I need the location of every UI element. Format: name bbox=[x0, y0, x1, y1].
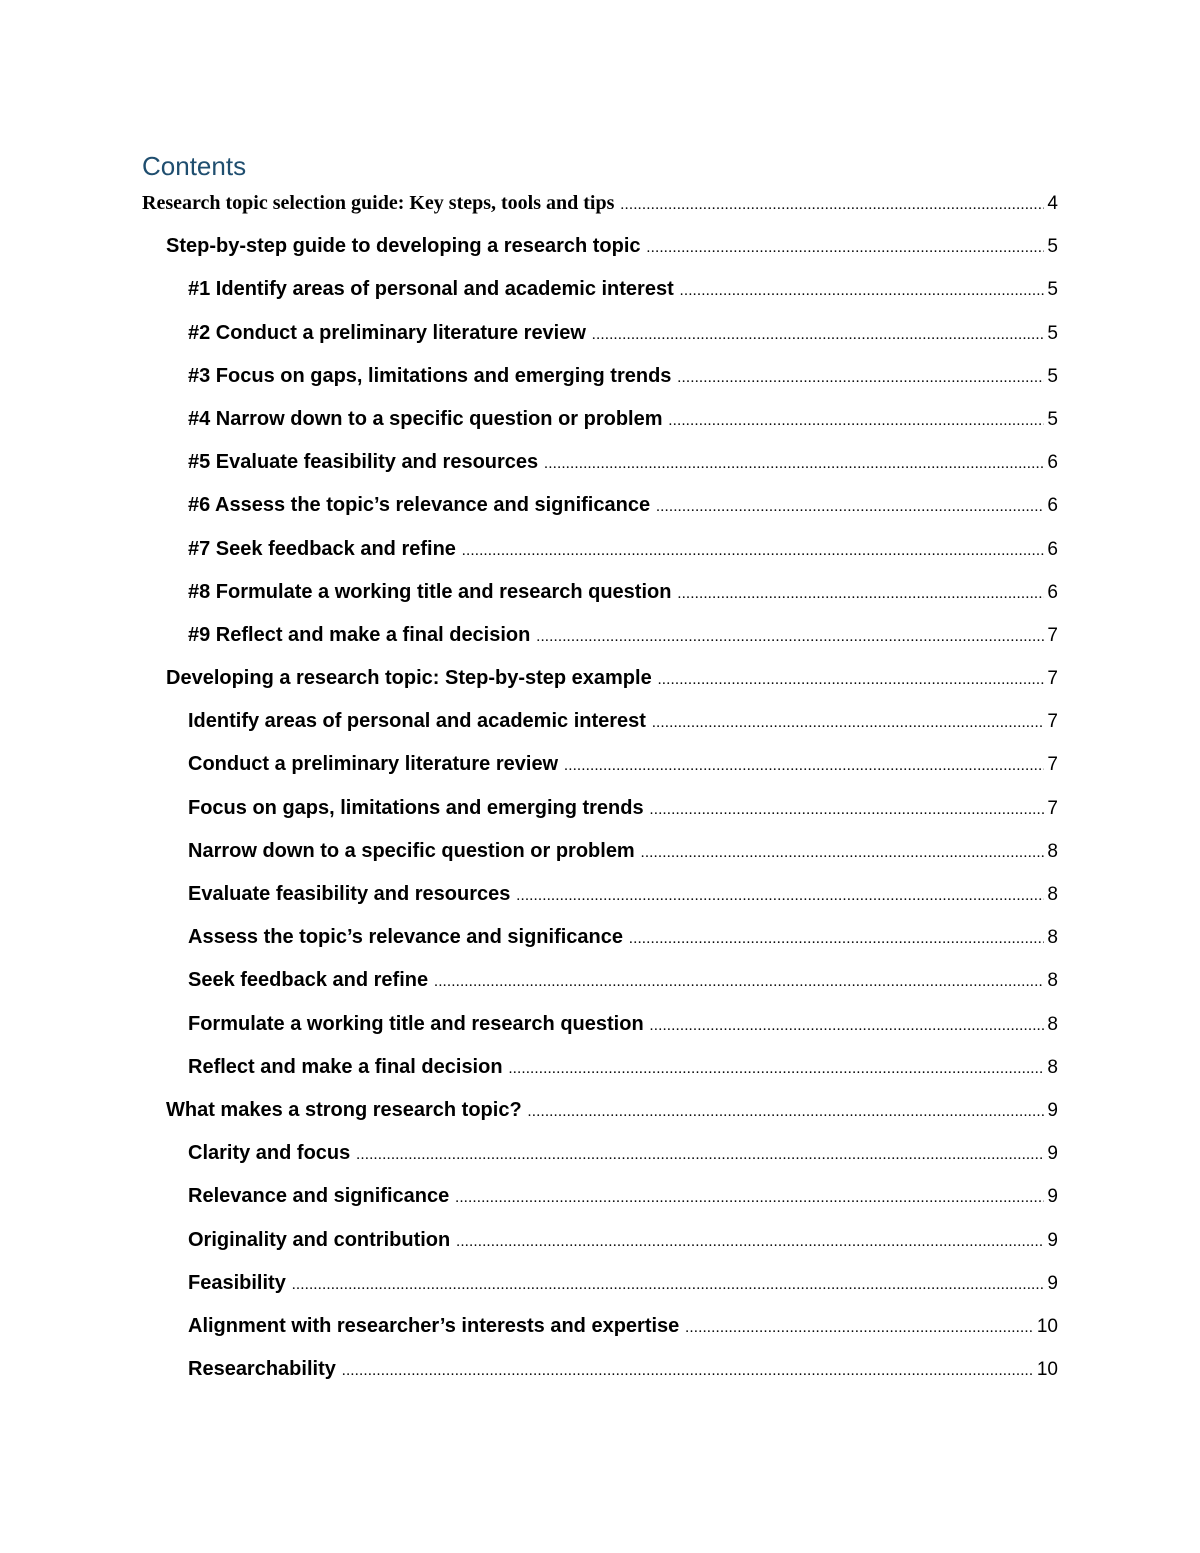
toc-page-number: 4 bbox=[1047, 193, 1058, 214]
toc-entry-example-identify-interests[interactable] bbox=[142, 700, 1058, 743]
toc-entry-label: Assess the topic’s relevance and significance bbox=[188, 926, 623, 949]
toc-entry-alignment-interests[interactable] bbox=[142, 1305, 1058, 1348]
dot-leader bbox=[462, 530, 1045, 573]
toc-entry-label: Originality and contribution bbox=[188, 1228, 451, 1251]
dot-leader bbox=[652, 702, 1044, 745]
toc-page-number: 9 bbox=[1047, 1229, 1058, 1251]
toc-page-number: 6 bbox=[1047, 538, 1058, 560]
toc-page-number: 8 bbox=[1047, 840, 1058, 862]
toc-entry-label: Developing a research topic: Step-by-step example bbox=[166, 667, 652, 690]
toc-page-number: 5 bbox=[1047, 322, 1058, 344]
dot-leader bbox=[544, 443, 1044, 486]
toc-entry-label: Seek feedback and refine bbox=[188, 969, 429, 992]
dot-leader bbox=[528, 1091, 1045, 1134]
dot-leader bbox=[629, 918, 1044, 961]
toc-entry-example-feedback[interactable] bbox=[142, 959, 1058, 1002]
toc-entry-step-9[interactable] bbox=[142, 614, 1058, 657]
toc-page-number: 5 bbox=[1047, 408, 1058, 430]
toc-entry-label: #7 Seek feedback and refine bbox=[188, 537, 456, 560]
toc-entry-feasibility[interactable] bbox=[142, 1262, 1058, 1305]
toc-page-number: 9 bbox=[1047, 1143, 1058, 1165]
toc-page-number: 9 bbox=[1047, 1099, 1058, 1121]
toc-entry-label: #5 Evaluate feasibility and resources bbox=[188, 451, 539, 474]
toc-page-number: 6 bbox=[1047, 452, 1058, 474]
toc-entry-label: Reflect and make a final decision bbox=[188, 1055, 503, 1078]
toc-page-number: 8 bbox=[1047, 970, 1058, 992]
dot-leader bbox=[592, 314, 1045, 357]
toc-entry-example-gaps-trends[interactable] bbox=[142, 787, 1058, 830]
toc-entry-label: Relevance and significance bbox=[188, 1185, 450, 1208]
toc-entry-step-2[interactable] bbox=[142, 312, 1058, 355]
toc-entry-example-literature-review[interactable] bbox=[142, 743, 1058, 786]
toc-entry-label: Formulate a working title and research question bbox=[188, 1012, 644, 1035]
toc-entry-label: Evaluate feasibility and resources bbox=[188, 883, 511, 905]
toc-entry-example-relevance[interactable] bbox=[142, 916, 1058, 959]
toc-page-number: 7 bbox=[1047, 797, 1058, 819]
dot-leader bbox=[680, 270, 1045, 313]
toc-page-number: 5 bbox=[1047, 279, 1058, 301]
toc-page-number: 9 bbox=[1047, 1272, 1058, 1294]
toc-page-number: 8 bbox=[1047, 927, 1058, 949]
dot-leader bbox=[656, 486, 1044, 529]
dot-leader bbox=[292, 1264, 1045, 1307]
toc-entry-label: Clarity and focus bbox=[188, 1142, 351, 1165]
toc-page-number: 8 bbox=[1047, 1056, 1058, 1078]
dot-leader bbox=[650, 1005, 1045, 1048]
dot-leader bbox=[434, 961, 1044, 1004]
toc-entry-label: Feasibility bbox=[188, 1271, 286, 1294]
toc-entry-step-7[interactable] bbox=[142, 528, 1058, 571]
toc-entry-step-6[interactable] bbox=[142, 484, 1058, 527]
toc-page-number: 10 bbox=[1036, 1359, 1058, 1381]
toc-entry-relevance-significance[interactable] bbox=[142, 1175, 1058, 1218]
toc-entry-label: Research topic selection guide: Key steps, tools and tips bbox=[142, 192, 615, 214]
toc-page-number: 7 bbox=[1047, 754, 1058, 776]
dot-leader bbox=[641, 832, 1045, 875]
toc-entry-label: Identify areas of personal and academic interest bbox=[188, 710, 646, 733]
dot-leader bbox=[677, 357, 1044, 400]
toc-entry-label: #8 Formulate a working title and research question bbox=[188, 580, 672, 603]
dot-leader bbox=[509, 1048, 1045, 1091]
toc-entry-clarity-focus[interactable] bbox=[142, 1132, 1058, 1175]
toc-entry-label: Step-by-step guide to developing a research topic bbox=[166, 235, 641, 258]
toc-entry-label: What makes a strong research topic? bbox=[166, 1098, 522, 1121]
toc-entry-label: #3 Focus on gaps, limitations and emerging trends bbox=[188, 364, 672, 387]
toc-entry-step-by-step-example[interactable] bbox=[142, 657, 1058, 700]
dot-leader bbox=[620, 184, 1044, 227]
toc-entry-strong-research-topic[interactable] bbox=[142, 1089, 1058, 1132]
dot-leader bbox=[658, 659, 1045, 702]
toc-page-number: 7 bbox=[1047, 711, 1058, 733]
toc-entry-step-5[interactable] bbox=[142, 441, 1058, 484]
dot-leader bbox=[647, 227, 1045, 270]
dot-leader bbox=[356, 1134, 1044, 1177]
toc-entry-step-by-step-guide[interactable] bbox=[142, 225, 1058, 268]
contents-heading: Contents bbox=[142, 151, 247, 181]
toc-page-number: 7 bbox=[1047, 624, 1058, 646]
toc-entry-example-working-title[interactable] bbox=[142, 1003, 1058, 1046]
toc-entry-label: #9 Reflect and make a final decision bbox=[188, 623, 531, 646]
toc-page-number: 6 bbox=[1047, 581, 1058, 603]
toc-page-number: 7 bbox=[1047, 668, 1058, 690]
toc-entry-example-final-decision[interactable] bbox=[142, 1046, 1058, 1089]
toc-entry-step-4[interactable] bbox=[142, 398, 1058, 441]
dot-leader bbox=[516, 875, 1044, 918]
toc-entry-label: Researchability bbox=[188, 1358, 336, 1381]
toc-page-number: 10 bbox=[1036, 1315, 1058, 1337]
toc-entry-originality-contribution[interactable] bbox=[142, 1219, 1058, 1262]
toc-entry-label: Conduct a preliminary literature review bbox=[188, 753, 559, 776]
toc-page-number: 8 bbox=[1047, 884, 1058, 905]
toc-entry-step-8[interactable] bbox=[142, 571, 1058, 614]
toc-entry-label: #6 Assess the topic’s relevance and significance bbox=[188, 494, 651, 517]
toc-entry-label: #4 Narrow down to a specific question or problem bbox=[188, 407, 663, 430]
dot-leader bbox=[677, 573, 1044, 616]
toc-entry-example-feasibility[interactable] bbox=[142, 873, 1058, 916]
toc-entry-example-narrow-down[interactable] bbox=[142, 830, 1058, 873]
dot-leader bbox=[650, 789, 1045, 832]
toc-page-number: 5 bbox=[1047, 365, 1058, 387]
toc-entry-label: #2 Conduct a preliminary literature review bbox=[188, 321, 586, 344]
toc-entry-researchability[interactable] bbox=[142, 1348, 1058, 1391]
dot-leader bbox=[455, 1177, 1044, 1220]
dot-leader bbox=[536, 616, 1044, 659]
dot-leader bbox=[685, 1307, 1034, 1350]
toc-entry-step-3[interactable] bbox=[142, 355, 1058, 398]
dot-leader bbox=[564, 745, 1044, 788]
toc-page-number: 9 bbox=[1047, 1186, 1058, 1208]
toc-entry-label: #1 Identify areas of personal and academic interest bbox=[188, 278, 674, 301]
toc-entry-label: Alignment with researcher’s interests and expertise bbox=[188, 1314, 680, 1337]
toc-page-number: 5 bbox=[1047, 236, 1058, 258]
dot-leader bbox=[669, 400, 1045, 443]
toc-entry-label: Narrow down to a specific question or problem bbox=[188, 839, 635, 862]
dot-leader bbox=[342, 1350, 1034, 1393]
toc-page-number: 6 bbox=[1047, 495, 1058, 517]
toc-entry-research-topic-selection-guide[interactable] bbox=[142, 182, 1058, 225]
table-of-contents bbox=[142, 182, 1058, 1391]
dot-leader bbox=[456, 1221, 1044, 1264]
toc-page-number: 8 bbox=[1047, 1013, 1058, 1035]
toc-entry-label: Focus on gaps, limitations and emerging trends bbox=[188, 796, 644, 819]
toc-entry-step-1[interactable] bbox=[142, 268, 1058, 311]
